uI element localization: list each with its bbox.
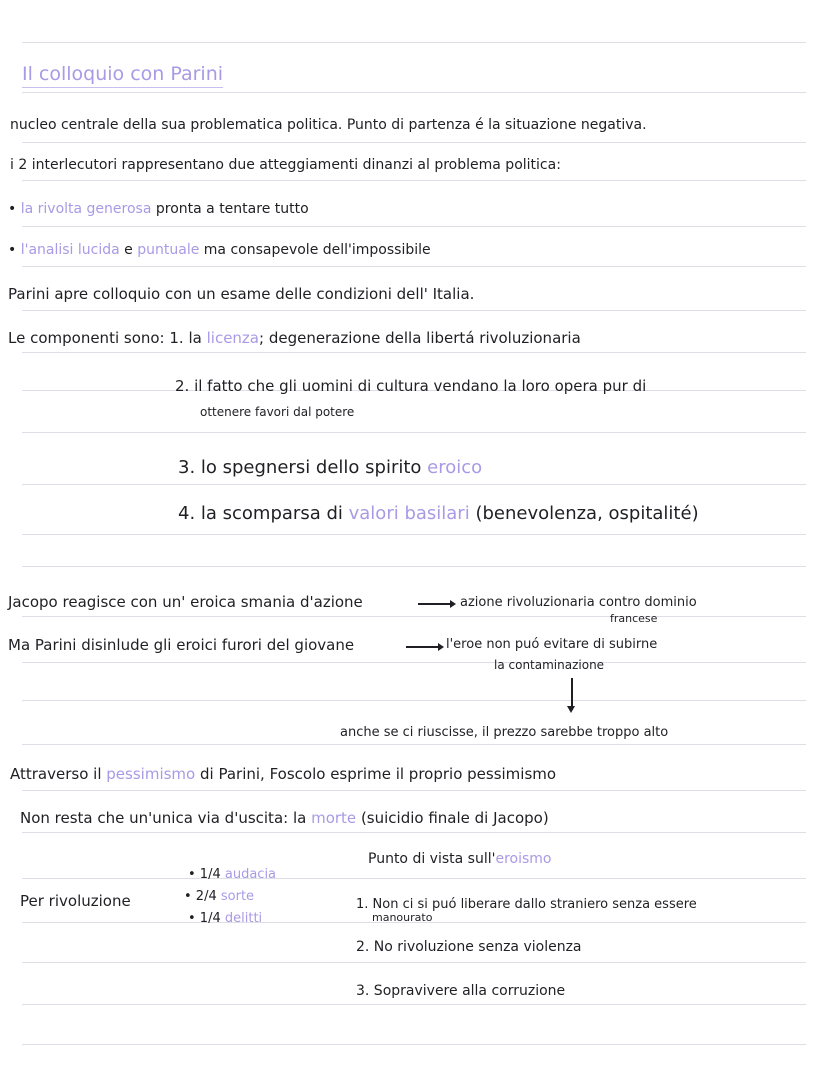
item4-pre: 4. la scomparsa di [178,503,343,524]
eroismo-heading [368,852,551,867]
eroismo-highlight: eroismo [495,851,552,867]
pessimismo-pre: Attraverso il [10,765,102,783]
item3-pre: 3. lo spegnersi dello spirito [178,457,422,478]
valori-highlight: valori basilari [348,503,470,524]
rule-line [22,566,806,567]
pessimismo-post: di Parini, Foscolo esprime il proprio pessimismo [200,765,557,783]
rule-line [22,266,806,267]
rule-line [22,180,806,181]
pessimismo-highlight: pessimismo [106,765,196,783]
componenti-line-1 [8,330,581,347]
intro-line-2: i 2 interlecutori rappresentano due atteggiamenti dinanzi al problema politica: [10,157,561,173]
bullet-dot: • [8,242,17,258]
frac-3: • 1/4 [188,911,221,926]
arrow-right-icon [418,603,454,605]
eroismo-point-1-cont: manourato [372,911,433,924]
rule-line [22,484,806,485]
eroe-result: l'eroe non puó evitare di subirne [446,637,658,652]
componenti-item-3 [178,458,482,478]
rivoluzione-item [188,912,262,926]
rivolta-highlight: la rivolta generosa [20,201,152,217]
parini-disinlude: Ma Parini disinlude gli eroici furori del giovane [8,636,355,654]
rule-line [22,142,806,143]
morte-line [20,810,549,827]
arrow-down-icon [571,678,573,710]
morte-post: (suicidio finale di Jacopo) [360,809,549,827]
rule-line [22,962,806,963]
rule-line [22,790,806,791]
arrow-right-icon [406,646,442,648]
rivoluzione-label: Per rivoluzione [20,892,131,910]
bullet-dot: • [8,201,17,217]
parini-esame: Parini apre colloquio con un esame delle condizioni dell' Italia. [8,285,475,303]
rule-line [22,310,806,311]
rivoluzione-item [184,890,254,904]
eroismo-point-3: 3. Sopravivere alla corruzione [356,983,566,999]
eroe-result-cont: la contaminazione [494,658,605,672]
sorte-highlight: sorte [220,889,255,904]
eroico-highlight: eroico [427,457,483,478]
puntuale-highlight: puntuale [137,242,200,258]
morte-pre: Non resta che un'unica via d'uscita: la [20,809,307,827]
rivolta-rest: pronta a tentare tutto [155,201,309,217]
rule-line [22,226,806,227]
eroismo-heading-pre: Punto di vista sull' [368,851,496,867]
consequence-line: anche se ci riuscisse, il prezzo sarebbe troppo alto [340,725,669,740]
frac-2: • 2/4 [184,889,217,904]
page-title: Il colloquio con Parini [22,64,223,88]
jacopo-result: azione rivoluzionaria contro dominio [460,595,697,610]
rule-line [22,878,806,879]
rule-line [22,700,806,701]
licenza-highlight: licenza [206,329,259,347]
analisi-highlight: l'analisi lucida [20,242,120,258]
analisi-mid: e [124,242,133,258]
rule-line [22,534,806,535]
pessimismo-line [10,766,556,783]
rule-line [22,662,806,663]
jacopo-line: Jacopo reagisce con un' eroica smania d'azione [8,593,363,611]
componenti-item-4 [178,504,699,524]
bullet-analisi [8,243,431,258]
item4-post: (benevolenza, ospitalité) [475,503,699,524]
delitti-highlight: delitti [224,911,263,926]
bullet-rivolta [8,202,309,217]
componenti-item-2: 2. il fatto che gli uomini di cultura vendano la loro opera pur di [175,377,647,395]
rule-line [22,352,806,353]
rule-line [22,42,806,43]
componenti-item-2-cont: ottenere favori dal potere [200,405,355,419]
rule-line [22,832,806,833]
rule-line [22,1004,806,1005]
componenti-intro: Le componenti sono: 1. la [8,329,202,347]
intro-line-1: nucleo centrale della sua problematica politica. Punto di partenza é la situazione negativa. [10,117,647,133]
eroismo-point-2: 2. No rivoluzione senza violenza [356,939,582,955]
rule-line [22,744,806,745]
jacopo-result-cont: francese [610,612,658,625]
morte-highlight: morte [311,809,357,827]
rule-line [22,616,806,617]
rule-line [22,92,806,93]
eroismo-point-1: 1. Non ci si puó liberare dallo straniero senza essere [356,897,697,912]
rule-line [22,1044,806,1045]
rule-line [22,432,806,433]
analisi-rest: ma consapevole dell'impossibile [203,242,431,258]
rivoluzione-item [188,868,276,882]
componenti-rest: ; degenerazione della libertá rivoluzionaria [259,329,581,347]
frac-1: • 1/4 [188,867,221,882]
audacia-highlight: audacia [224,867,277,882]
